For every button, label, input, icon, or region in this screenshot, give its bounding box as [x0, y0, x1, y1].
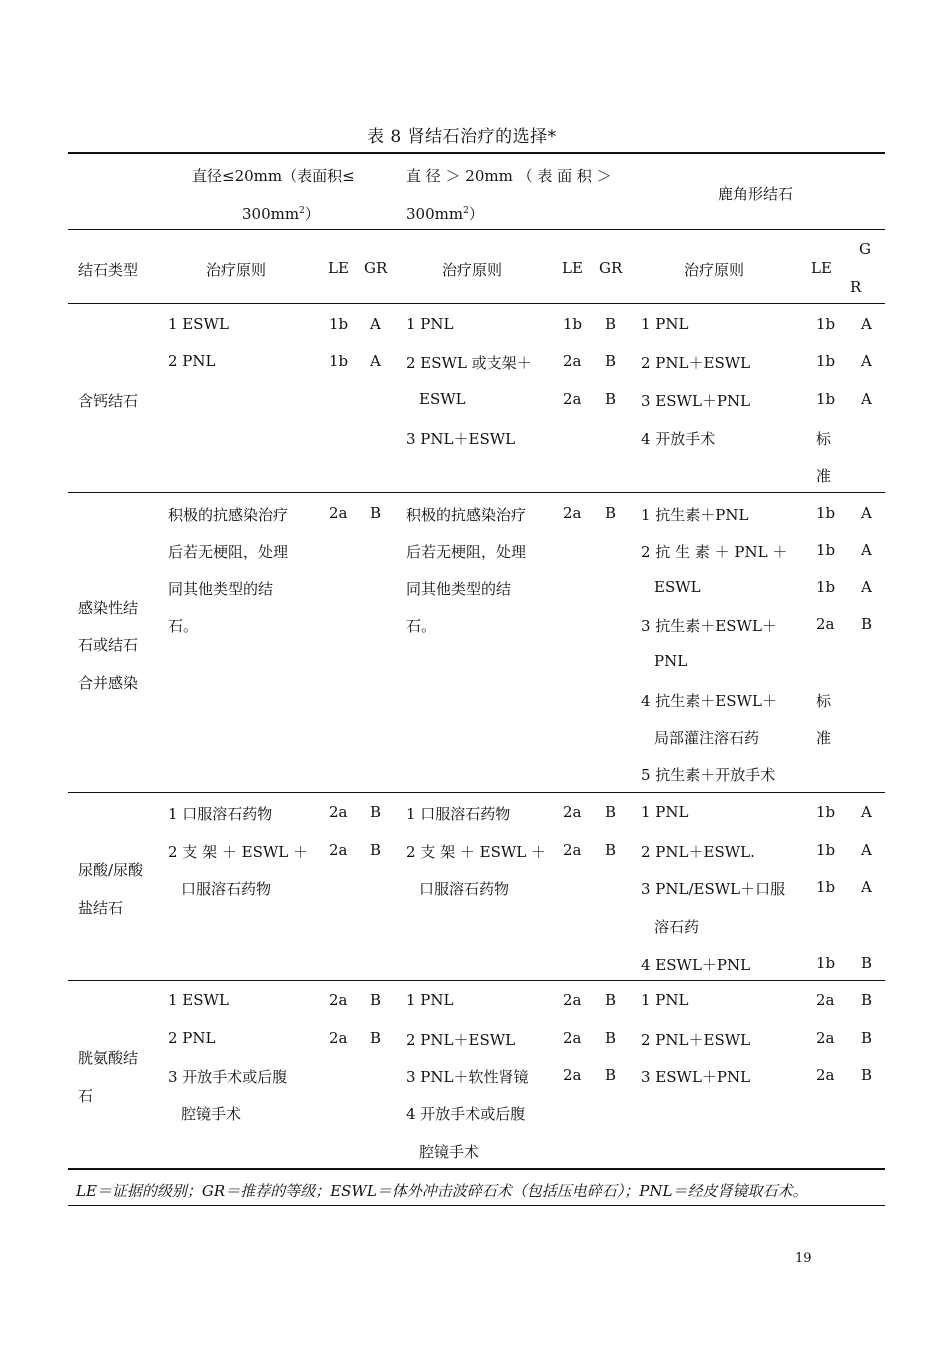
group-header-large-line2: $300mm^2$） — [406, 205, 484, 223]
row-2-le1: 2a — [329, 504, 348, 522]
col-header-principle-3: 治疗原则 — [684, 261, 745, 279]
row-3-le1: 2a — [329, 803, 348, 821]
row-3-gr3: A — [861, 878, 872, 896]
row-3-c2-line: 1 口服溶石药物 — [406, 805, 511, 823]
row-3-le3: 1b — [816, 803, 836, 821]
row-4-le3: 2a — [816, 991, 835, 1009]
row-1-c3-line: 1 PNL — [641, 315, 689, 333]
row-3-c3-line: 1 PNL — [641, 803, 689, 821]
row-2-type: 合并感染 — [78, 674, 139, 692]
row-4-c3-line: 3 ESWL＋PNL — [641, 1068, 751, 1086]
row-4-gr2: B — [605, 991, 617, 1009]
row-4-gr2: B — [605, 1029, 617, 1047]
row-4-gr1: B — [370, 1029, 382, 1047]
row-1-le1: 1b — [329, 315, 349, 333]
col-header-type: 结石类型 — [78, 261, 139, 279]
row-2-c1-line: 后若无梗阻，处理 — [168, 543, 289, 561]
group-header-small-line2: $300mm^2$） — [242, 205, 320, 223]
row-2-c2-line: 同其他类型的结 — [406, 580, 512, 598]
col-header-le-3: LE — [811, 259, 832, 277]
row-1-le3: 标 — [816, 430, 832, 448]
row-1-le3: 1b — [816, 352, 836, 370]
row-2-c1-line: 同其他类型的结 — [168, 580, 274, 598]
row-4-le2: 2a — [563, 1066, 582, 1084]
row-2-gr3: A — [861, 578, 872, 596]
row-4-gr2: B — [605, 1066, 617, 1084]
row-1-type: 含钙结石 — [78, 392, 139, 410]
row-3-c2-line: 2 支 架 ＋ ESWL ＋ — [406, 843, 546, 861]
row-1-gr3: A — [861, 390, 872, 408]
row-2-gr2: B — [605, 504, 617, 522]
row-4-c2-line: 1 PNL — [406, 991, 454, 1009]
row-3-type: 盐结石 — [78, 899, 124, 917]
row-1-le3: 准 — [816, 467, 832, 485]
row-3-c1-line: 口服溶石药物 — [181, 880, 272, 898]
row-1-c2-line: ESWL — [419, 390, 466, 408]
row-2-c1-line: 积极的抗感染治疗 — [168, 506, 289, 524]
row-3-le3: 1b — [816, 954, 836, 972]
row-3-le2: 2a — [563, 841, 582, 859]
row-4-c1-line: 腔镜手术 — [181, 1105, 242, 1123]
row-4-le1: 2a — [329, 1029, 348, 1047]
row-2-c3-line: 2 抗 生 素 ＋ PNL ＋ — [641, 543, 788, 561]
col-header-principle-1: 治疗原则 — [206, 261, 267, 279]
row-2-gr3: A — [861, 541, 872, 559]
col-header-gr-3-r: R — [850, 278, 862, 296]
row-2-le2: 2a — [563, 504, 582, 522]
row-2-le3: 1b — [816, 578, 836, 596]
col-header-gr-1: GR — [364, 259, 388, 277]
row-1-c3-line: 2 PNL＋ESWL — [641, 354, 751, 372]
row-4-c2-line: 2 PNL＋ESWL — [406, 1031, 516, 1049]
row-2-le3: 标 — [816, 692, 832, 710]
col-header-le-2: LE — [562, 259, 583, 277]
row-2-c1-line: 石。 — [168, 617, 199, 635]
row-2-le3: 1b — [816, 504, 836, 522]
row-3-le3: 1b — [816, 878, 836, 896]
row-1-c2-line: 1 PNL — [406, 315, 454, 333]
row-1-c3-line: 4 开放手术 — [641, 430, 716, 448]
table-title: 表 8 肾结石治疗的选择* — [367, 127, 557, 147]
table-footnote: LE＝证据的级别；GR＝推荐的等级；ESWL＝体外冲击波碎石术（包括压电碎石）；PNL＝经皮肾镜取石术。 — [76, 1182, 808, 1200]
row-rule — [68, 792, 885, 793]
row-2-gr1: B — [370, 504, 382, 522]
group-header-small-line1: 直径≤20mm（表面积≤ — [192, 167, 355, 185]
group-header-staghorn: 鹿角形结石 — [718, 185, 794, 203]
row-1-le2: 2a — [563, 390, 582, 408]
col-header-le-1: LE — [328, 259, 349, 277]
row-4-type: 胱氨酸结 — [78, 1049, 139, 1067]
table-bottom-rule — [68, 1168, 885, 1170]
row-4-le2: 2a — [563, 1029, 582, 1047]
row-4-c1-line: 2 PNL — [168, 1029, 216, 1047]
row-3-c1-line: 1 口服溶石药物 — [168, 805, 273, 823]
row-1-c2-line: 3 PNL＋ESWL — [406, 430, 516, 448]
row-1-le1: 1b — [329, 352, 349, 370]
row-1-gr1: A — [370, 315, 381, 333]
row-4-le2: 2a — [563, 991, 582, 1009]
row-1-le3: 1b — [816, 315, 836, 333]
row-3-c1-line: 2 支 架 ＋ ESWL ＋ — [168, 843, 308, 861]
header-rule — [68, 229, 885, 230]
row-4-le1: 2a — [329, 991, 348, 1009]
col-header-principle-2: 治疗原则 — [442, 261, 503, 279]
row-3-gr1: B — [370, 803, 382, 821]
row-2-le3: 1b — [816, 541, 836, 559]
row-1-c1-line: 2 PNL — [168, 352, 216, 370]
col-header-gr-2: GR — [599, 259, 623, 277]
page-number: 19 — [795, 1251, 812, 1266]
row-1-gr2: B — [605, 352, 617, 370]
row-4-type: 石 — [78, 1087, 94, 1105]
row-2-gr3: A — [861, 504, 872, 522]
row-3-gr3: A — [861, 841, 872, 859]
row-3-gr2: B — [605, 841, 617, 859]
row-2-c3-line: 4 抗生素＋ESWL＋ — [641, 692, 777, 710]
row-1-c3-line: 3 ESWL＋PNL — [641, 392, 751, 410]
row-3-gr1: B — [370, 841, 382, 859]
row-1-gr2: B — [605, 390, 617, 408]
row-2-c3-line: PNL — [654, 652, 688, 670]
row-2-c2-line: 积极的抗感染治疗 — [406, 506, 527, 524]
row-4-gr3: B — [861, 1029, 873, 1047]
row-1-gr3: A — [861, 352, 872, 370]
row-3-le1: 2a — [329, 841, 348, 859]
row-4-le3: 2a — [816, 1029, 835, 1047]
row-2-type: 石或结石 — [78, 636, 139, 654]
row-3-c2-line: 口服溶石药物 — [419, 880, 510, 898]
row-1-gr3: A — [861, 315, 872, 333]
row-3-c3-line: 3 PNL/ESWL＋口服 — [641, 880, 786, 898]
row-rule — [68, 492, 885, 493]
row-4-c3-line: 2 PNL＋ESWL — [641, 1031, 751, 1049]
row-2-le3: 2a — [816, 615, 835, 633]
row-2-gr3: B — [861, 615, 873, 633]
row-1-le2: 2a — [563, 352, 582, 370]
row-3-c3-line: 溶石药 — [654, 918, 700, 936]
row-3-le2: 2a — [563, 803, 582, 821]
table-top-rule — [68, 152, 885, 154]
row-2-c3-line: 局部灌注溶石药 — [654, 729, 760, 747]
row-2-type: 感染性结 — [78, 599, 139, 617]
row-4-c1-line: 1 ESWL — [168, 991, 229, 1009]
row-4-c2-line: 腔镜手术 — [419, 1143, 480, 1161]
row-1-c2-line: 2 ESWL 或支架＋ — [406, 354, 532, 372]
row-2-c2-line: 后若无梗阻，处理 — [406, 543, 527, 561]
row-3-type: 尿酸/尿酸 — [78, 861, 144, 879]
row-1-gr2: B — [605, 315, 617, 333]
column-header-rule — [68, 303, 885, 304]
row-2-c2-line: 石。 — [406, 617, 437, 635]
row-1-gr1: A — [370, 352, 381, 370]
row-3-gr3: B — [861, 954, 873, 972]
row-2-c3-line: 5 抗生素＋开放手术 — [641, 766, 776, 784]
group-header-large-line1: 直 径 ＞ 20mm （ 表 面 积 ＞ — [406, 167, 612, 185]
row-3-c3-line: 4 ESWL＋PNL — [641, 956, 751, 974]
row-4-le3: 2a — [816, 1066, 835, 1084]
row-2-c3-line: ESWL — [654, 578, 701, 596]
row-1-le3: 1b — [816, 390, 836, 408]
col-header-gr-3-g: G — [859, 240, 871, 258]
row-4-gr3: B — [861, 991, 873, 1009]
row-4-c3-line: 1 PNL — [641, 991, 689, 1009]
row-3-c3-line: 2 PNL＋ESWL. — [641, 843, 755, 861]
footnote-rule — [68, 1205, 885, 1206]
row-3-gr2: B — [605, 803, 617, 821]
row-1-c1-line: 1 ESWL — [168, 315, 229, 333]
row-rule — [68, 980, 885, 981]
row-2-le3: 准 — [816, 729, 832, 747]
row-4-c2-line: 4 开放手术或后腹 — [406, 1105, 526, 1123]
row-2-c3-line: 3 抗生素＋ESWL＋ — [641, 617, 777, 635]
row-3-le3: 1b — [816, 841, 836, 859]
row-4-gr1: B — [370, 991, 382, 1009]
row-2-c3-line: 1 抗生素＋PNL — [641, 506, 749, 524]
row-1-le2: 1b — [563, 315, 583, 333]
row-4-c2-line: 3 PNL＋软性肾镜 — [406, 1068, 529, 1086]
row-4-c1-line: 3 开放手术或后腹 — [168, 1068, 288, 1086]
row-3-gr3: A — [861, 803, 872, 821]
row-4-gr3: B — [861, 1066, 873, 1084]
